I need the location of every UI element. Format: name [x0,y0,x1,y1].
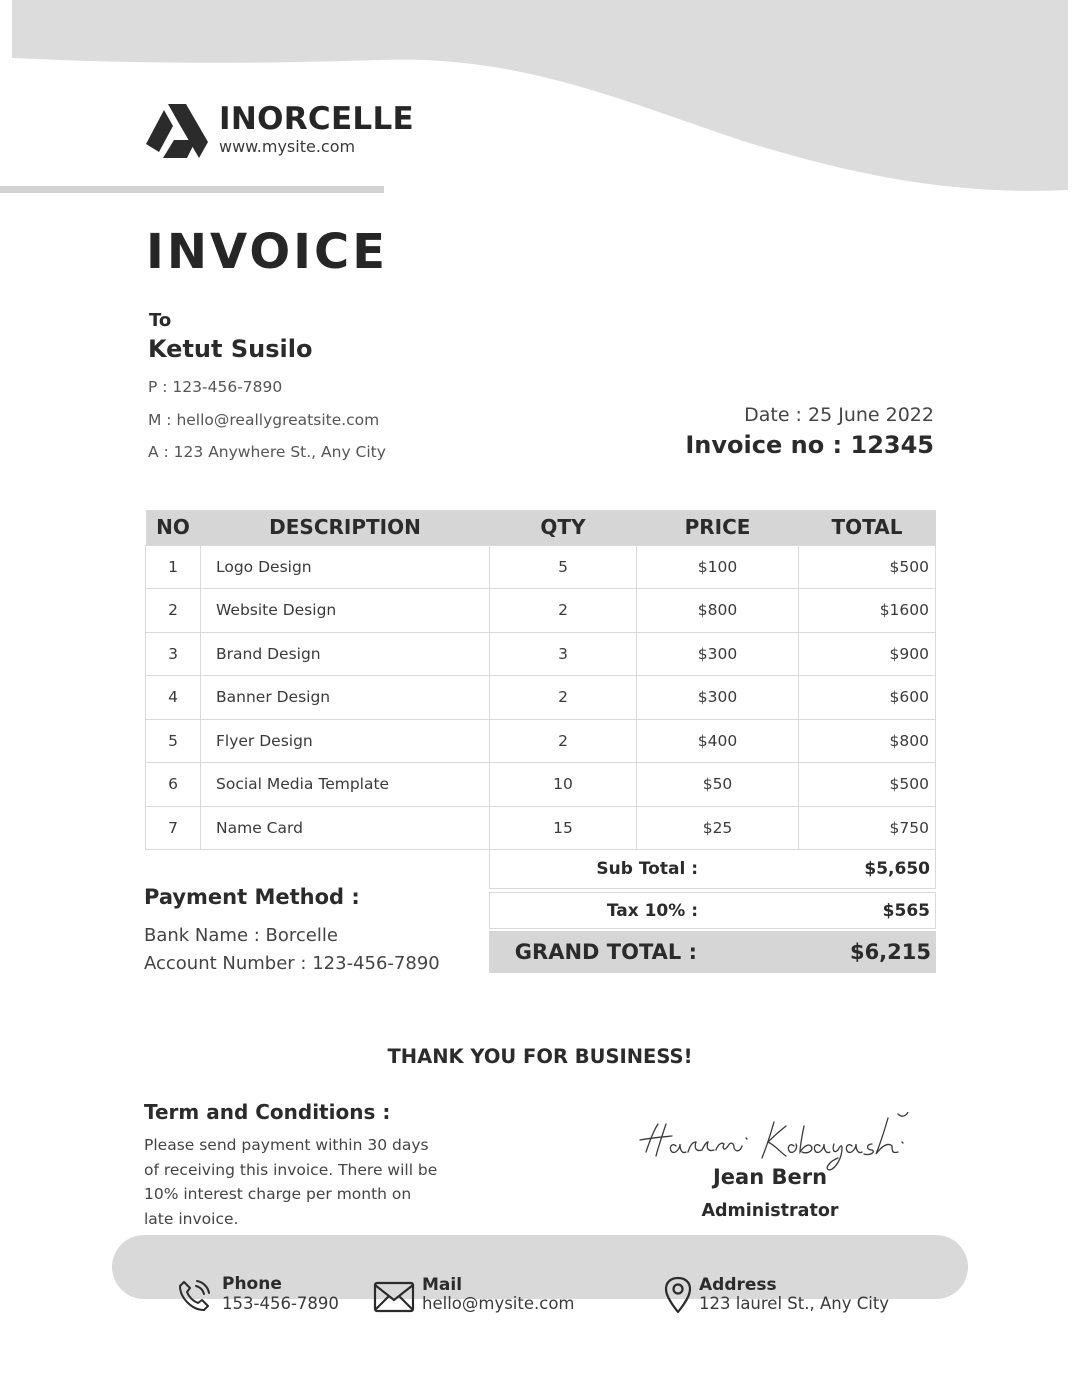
table-row [146,763,936,807]
brand-name: INORCELLE [219,101,415,137]
invoice-date: Date : 25 June 2022 [744,404,934,426]
table-header-row [146,510,936,545]
item-no: 1 [146,545,201,589]
item-qty: 10 [490,763,637,807]
item-price: $300 [637,676,799,720]
logo-mark-icon [146,104,208,160]
column-header-description: DESCRIPTION [201,510,490,545]
invoice-number: Invoice no : 12345 [685,431,934,459]
table-row [146,676,936,720]
footer-address-value: 123 laurel St., Any City [699,1294,890,1313]
signer-role: Administrator [701,1201,839,1221]
subtotal-value: $5,650 [864,859,930,879]
item-total: $800 [799,719,936,763]
header-wave-decoration [0,0,1080,200]
table-row [146,545,936,589]
client-phone: P : 123-456-7890 [148,378,283,396]
item-no: 6 [146,763,201,807]
footer-mail-value: hello@mysite.com [422,1294,575,1313]
table-row [146,589,936,633]
grand-total-label: GRAND TOTAL : [514,940,697,964]
header-divider [0,186,384,193]
thank-you-message: THANK YOU FOR BUSINESS! [387,1045,693,1068]
column-header-qty: QTY [490,510,637,545]
item-price: $400 [637,719,799,763]
bill-to-label: To [149,310,172,331]
page-title: INVOICE [146,224,389,280]
item-price: $300 [637,632,799,676]
item-no: 7 [146,806,201,850]
item-total: $750 [799,806,936,850]
brand-website: www.mysite.com [219,137,356,156]
grand-total-row [489,931,936,973]
subtotal-row [489,850,936,889]
item-description: Website Design [201,589,490,633]
column-header-no: NO [146,510,201,545]
item-description: Social Media Template [201,763,490,807]
account-number: Account Number : 123-456-7890 [144,953,440,974]
item-price: $50 [637,763,799,807]
item-total: $500 [799,763,936,807]
item-qty: 2 [490,589,637,633]
item-qty: 15 [490,806,637,850]
table-row [146,632,936,676]
payment-method-title: Payment Method : [144,885,360,909]
item-description: Name Card [201,806,490,850]
item-no: 3 [146,632,201,676]
grand-total-value: $6,215 [849,940,931,964]
client-email: M : hello@reallygreatsite.com [148,411,380,429]
tax-row [489,892,936,929]
location-pin-icon [664,1276,692,1314]
item-qty: 3 [490,632,637,676]
tax-value: $565 [882,900,930,921]
footer-phone-label: Phone [222,1274,282,1294]
phone-icon [176,1278,212,1314]
item-no: 2 [146,589,201,633]
item-total: $500 [799,545,936,589]
item-no: 4 [146,676,201,720]
item-description: Banner Design [201,676,490,720]
item-total: $600 [799,676,936,720]
item-price: $25 [637,806,799,850]
item-description: Flyer Design [201,719,490,763]
item-qty: 2 [490,676,637,720]
footer-address-label: Address [699,1275,777,1295]
item-qty: 2 [490,719,637,763]
item-price: $800 [637,589,799,633]
item-qty: 5 [490,545,637,589]
client-name: Ketut Susilo [148,335,313,363]
item-total: $1600 [799,589,936,633]
terms-title: Term and Conditions : [144,1100,391,1124]
bank-name: Bank Name : Borcelle [144,925,338,946]
item-description: Logo Design [201,545,490,589]
table-row [146,806,936,850]
client-address: A : 123 Anywhere St., Any City [148,443,386,461]
item-no: 5 [146,719,201,763]
item-total: $900 [799,632,936,676]
item-price: $100 [637,545,799,589]
signer-name: Jean Bern [712,1165,828,1189]
terms-text: Please send payment within 30 days of receiving this invoice. There will be 10% interest charge per month on late invoice. [144,1136,438,1229]
mail-icon [373,1280,415,1314]
table-row [146,719,936,763]
column-header-price: PRICE [637,510,799,545]
subtotal-label: Sub Total : [596,859,698,879]
column-header-total: TOTAL [799,510,936,545]
footer-phone-value: 153-456-7890 [222,1294,339,1313]
item-description: Brand Design [201,632,490,676]
items-table [145,510,936,850]
tax-label: Tax 10% : [606,900,698,921]
footer-mail-label: Mail [422,1275,463,1295]
